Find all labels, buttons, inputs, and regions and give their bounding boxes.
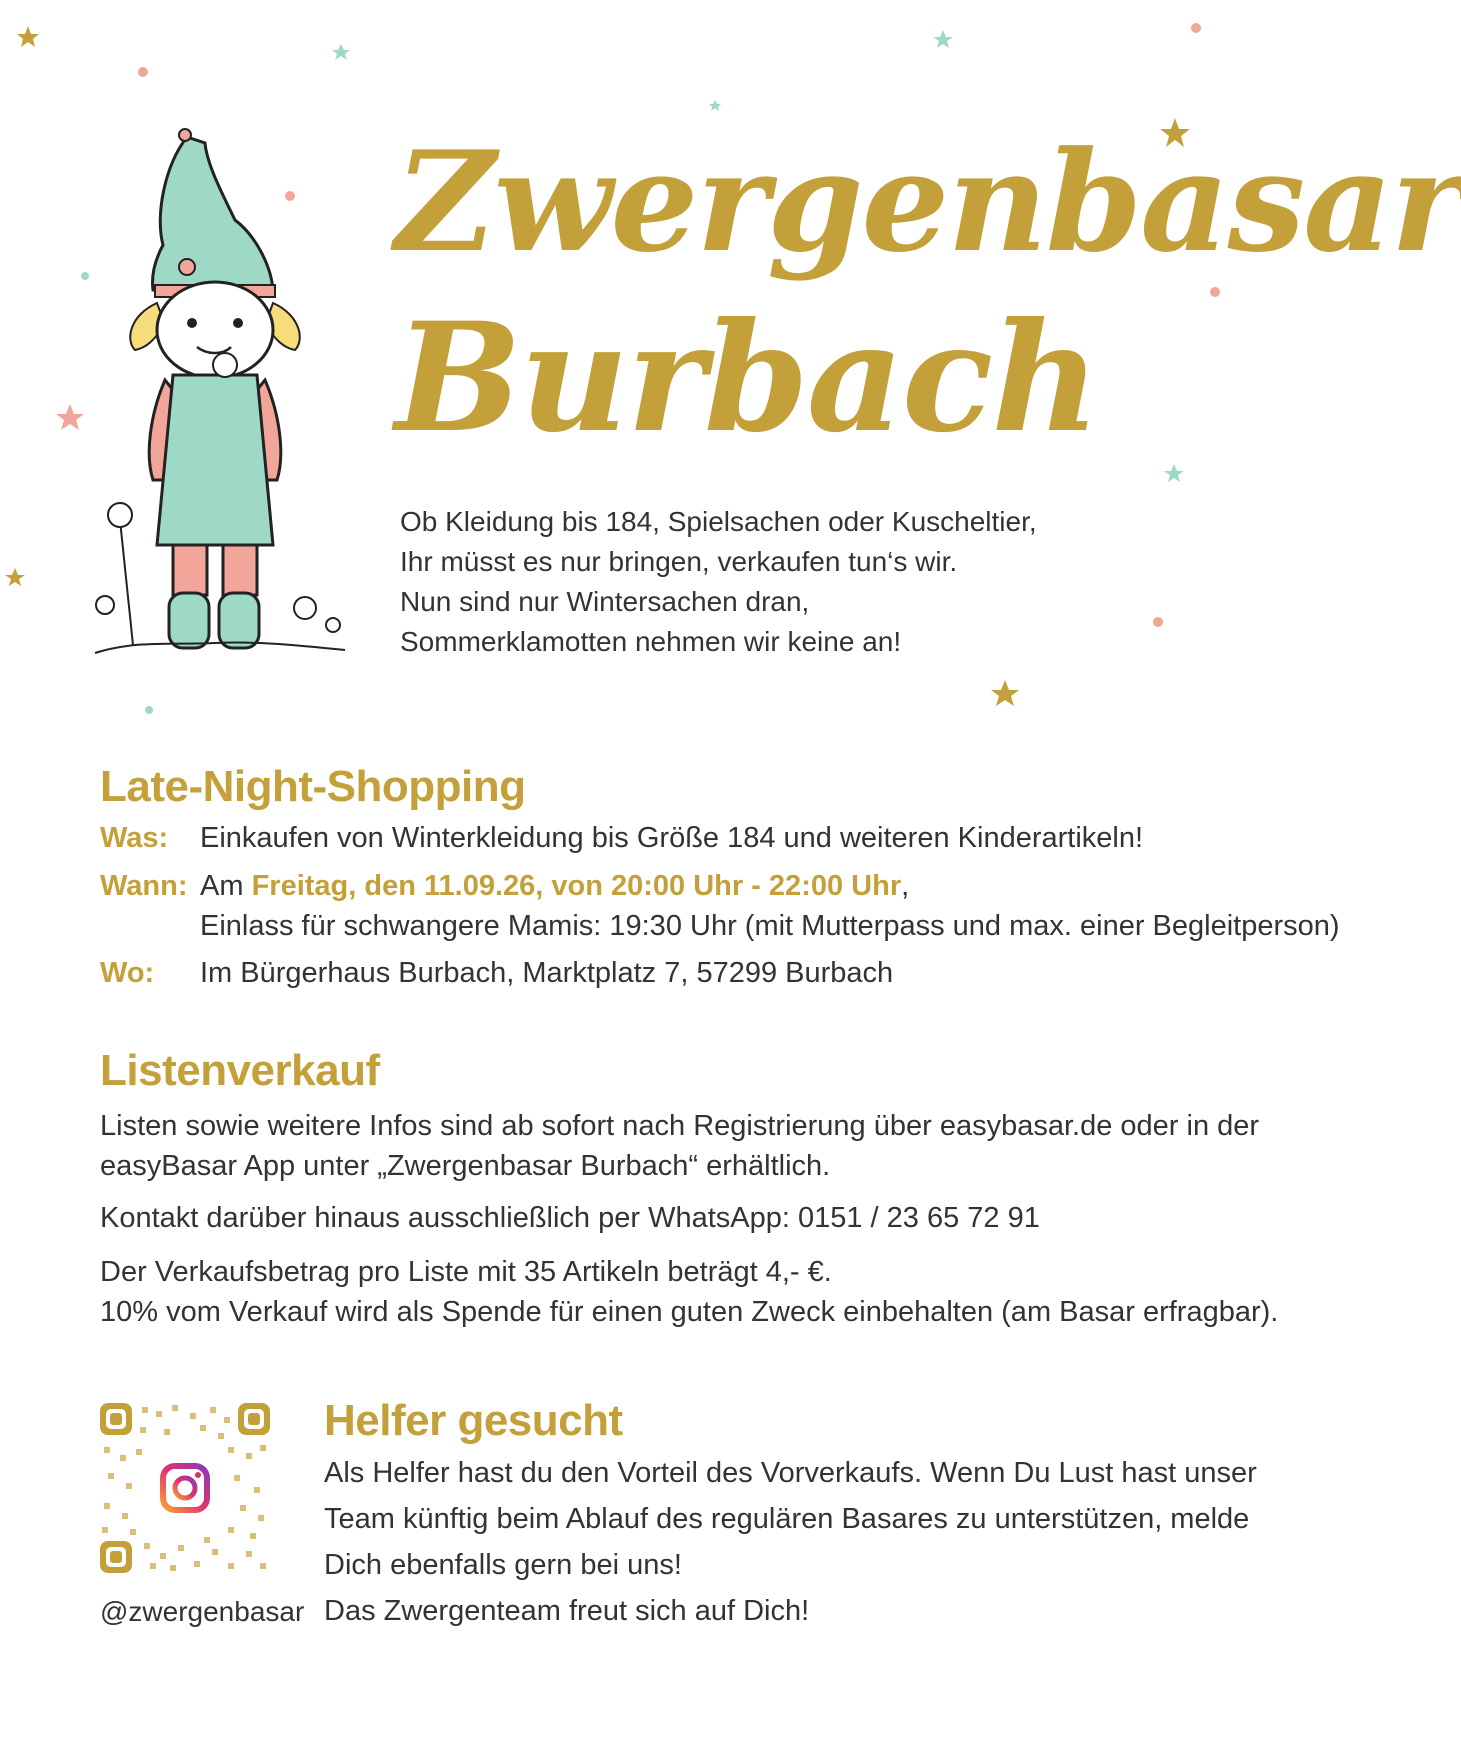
listen-info-line: Listen sowie weitere Infos sind ab sofort nach Registrierung über easybasar.de oder in der: [100, 1110, 1260, 1142]
price-line: 10% vom Verkauf wird als Spende für einen guten Zweck einbehalten (am Basar erfragbar).: [100, 1296, 1279, 1328]
price-info: [100, 1252, 1278, 1332]
poem-line: Nun sind nur Wintersachen dran,: [400, 586, 810, 617]
poem-line: Sommerklamotten nehmen wir keine an!: [400, 626, 902, 657]
title-line-1: Zwergenbasar: [395, 120, 1461, 283]
wo-value: Im Bürgerhaus Burbach, Marktplatz 7, 57299 Burbach: [200, 957, 894, 989]
wann-date-highlight: Freitag, den 11.09.26, von 20:00 Uhr - 22:00 Uhr: [251, 870, 902, 902]
late-night-heading: Late-Night-Shopping: [100, 762, 526, 811]
helper-heading: Helfer gesucht: [324, 1396, 623, 1445]
helper-text: [324, 1450, 1257, 1634]
was-value: Einkaufen von Winterkleidung bis Größe 184 und weiteren Kinderartikeln!: [200, 822, 1144, 854]
listen-info: [100, 1106, 1259, 1186]
instagram-qr-code: [100, 1403, 270, 1573]
wann-suffix: ,: [901, 870, 910, 902]
helper-line: Dich ebenfalls gern bei uns!: [324, 1549, 682, 1581]
wann-value: [200, 870, 909, 903]
instagram-handle: @zwergenbasar: [100, 1596, 305, 1627]
helper-line: Als Helfer hast du den Vorteil des Vorverkaufs. Wenn Du Lust hast unser: [324, 1457, 1257, 1489]
helper-line: Das Zwergenteam freut sich auf Dich!: [324, 1595, 810, 1627]
intro-poem: [400, 502, 1037, 662]
wann-label: Wann:: [100, 870, 188, 902]
listen-info-line: easyBasar App unter „Zwergenbasar Burbach“ erhältlich.: [100, 1150, 831, 1182]
listenverkauf-heading: Listenverkauf: [100, 1046, 380, 1095]
price-line: Der Verkaufsbetrag pro Liste mit 35 Artikeln beträgt 4,- €.: [100, 1256, 832, 1288]
poem-line: Ihr müsst es nur bringen, verkaufen tun‘s wir.: [400, 546, 958, 577]
contact-info: Kontakt darüber hinaus ausschließlich per WhatsApp: 0151 / 23 65 72 91: [100, 1202, 1040, 1234]
was-label: Was:: [100, 822, 169, 854]
helper-line: Team künftig beim Ablauf des regulären Basares zu unterstützen, melde: [324, 1503, 1250, 1535]
wo-label: Wo:: [100, 957, 155, 989]
title-line-2: Burbach: [395, 290, 1099, 466]
gnome-illustration: [95, 125, 355, 665]
poem-line: Ob Kleidung bis 184, Spielsachen oder Kuscheltier,: [400, 506, 1037, 537]
wann-entry-info: Einlass für schwangere Mamis: 19:30 Uhr (mit Mutterpass und max. einer Begleitperson): [200, 910, 1340, 942]
wann-prefix: Am: [200, 870, 252, 902]
